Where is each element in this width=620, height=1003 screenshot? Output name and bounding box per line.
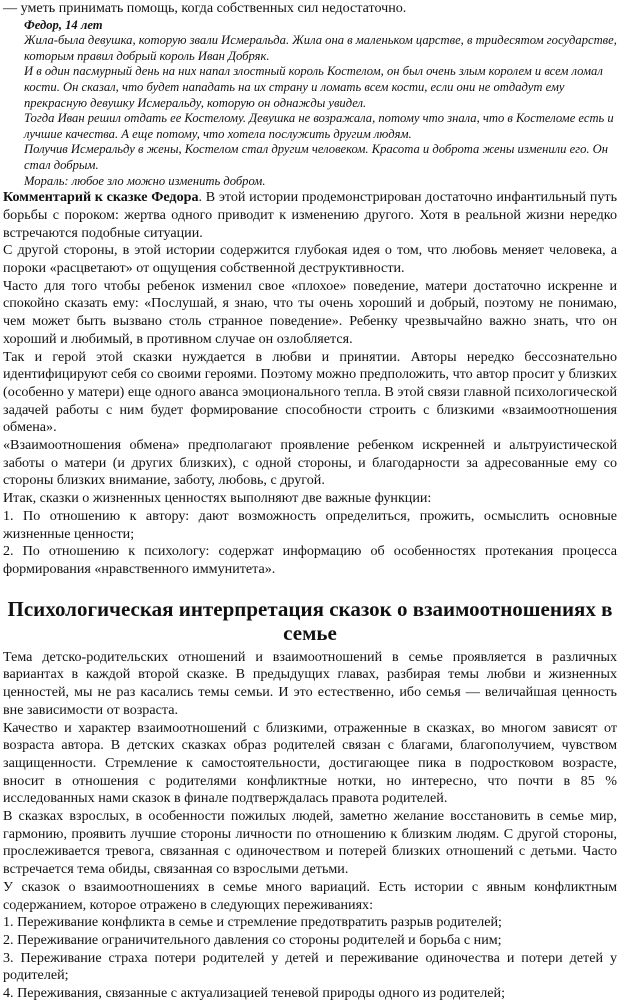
comment-lead: Комментарий к сказке Федора [3,189,199,206]
paragraph: Качество и характер взаимоотношений с близкими, отраженные в сказках, во многом зависят от возраста автора. В детских сказках образ родителей связан с благами, благополучием, чувством защищенности. Стремление к самостоятельности, достигающее пика в подростковом возрасте, вносит в отношения с родителями конфликтные нотки, но интересно, что почти в 85 % исследованных нами сказок в финале подтверждалась правота родителей. [3,719,617,807]
paragraph: Так и герой этой сказки нуждается в любви и принятии. Авторы нередко бессознательно идентифицируют себя со своими героями. Поэтому можно предположить, что автор просит у близких (особенно у матери) еще одного аванса эмоционального тепла. В этой связи главной психологической задачей работы с ним будет формирование способности строить с близкими «взаимоотношения обмена». [3,348,617,436]
paragraph: У сказок о взаимоотношениях в семье много вариаций. Есть истории с явным конфликтным содержанием, которое отражено в следующих переживаниях: [3,878,617,913]
comment-text: . В этой истории продемонстрирован достаточно инфантильный путь борьбы с пороком: жертва одного приводит к изменению другого. Хотя в реальной жизни нередко встречаются подобные ситуации. [3,189,617,241]
story-line: Жила-была девушка, которую звали Исмеральда. Жила она в маленьком царстве, в тридесятом государстве, которым правил добрый король Иван Добряк. [24,33,617,63]
story-line: И в один пасмурный день на них напал злостный король Костелом, он был очень злым королем и всем ломал кости. Он сказал, что будет нападать на их страну и ломать всем кости, если они не отдадут ему прекрасную девушку Исмеральду, которую он однажды увидел. [24,64,603,110]
intro-line: — уметь принимать помощь, когда собственных сил недостаточно. [3,0,407,16]
paragraph: В сказках взрослых, в особенности пожилых людей, заметно желание восстановить в семье мир, гармонию, проявить лучшие стороны личности по отношению к близким людям. С другой стороны, прослеживается тревога, связанная с одиночеством и потерей близких отношений с детьми. Часто встречается тема обиды, связанная со взрослыми детьми. [3,808,617,878]
paragraph: Часто для того чтобы ребенок изменил свое «плохое» поведение, матери достаточно искренне и спокойно сказать ему: «Послушай, я знаю, что ты очень хороший и добрый, поэтому не понимаю, чем может быть вызвано столь странное поведение». Ребенку чрезвычайно важно знать, что он хороший и любимый, в противном случае он озлобляется. [3,277,617,347]
list-item: 2. Переживание ограничительного давления со стороны родителей и борьба с ним; [3,931,502,948]
list-item: 4. Переживания, связанные с актуализацией теневой природы одного из родителей; [3,985,505,1002]
story-block [3,18,617,190]
paragraph: Итак, сказки о жизненных ценностях выполняют две важные функции: [3,490,432,507]
comment-paragraph [3,189,617,242]
list-item: 1. По отношению к автору: дают возможность определиться, прожить, осмыслить основные жизненные ценности; [3,507,617,542]
paragraph: С другой стороны, в этой истории содержится глубокая идея о том, что любовь меняет человека, а пороки «расцветают» от ощущения собственной деструктивности. [3,242,617,277]
paragraph: «Взаимоотношения обмена» предполагают проявление ребенком искренней и альтруистической заботы о матери (и других близких), с одной стороны, и благодарности за адресованные ему со стороны близких внимание, заботу, любовь, с другой. [3,437,617,489]
list-item: 1. Переживание конфликта в семье и стремление предотвратить разрыв родителей; [3,914,502,931]
story-moral: Мораль: любое зло можно изменить добром. [24,173,266,188]
story-line: Тогда Иван решил отдать ее Костелому. Девушка не возражала, потому что знала, что в Костеломе есть и лучшие качества. А еще потому, что хотела послужить другим людям. [24,111,614,141]
paragraph: Тема детско-родительских отношений и взаимоотношений в семье проявляется в различных вариантах в каждой второй сказке. В предыдущих главах, разбирая темы любви и жизненных ценностей, мы не раз касались темы семьи. И это естественно, ибо семья — величайшая ценность вне зависимости от возраста. [3,648,617,718]
story-author: Федор, 14 лет [24,17,103,32]
list-item: 3. Переживание страха потери родителей у детей и переживание одиночества и потери детей у родителей; [3,949,617,984]
story-line: Получив Исмеральду в жены, Костелом стал другим человеком. Красота и доброта жены изменили его. Он стал добрым. [24,142,609,173]
section-heading: Психологическая интерпретация сказок о взаимоотношениях в семье [7,596,613,645]
list-item: 2. По отношению к психологу: содержат информацию об особенностях протекания процесса формирования «нравственного иммунитета». [3,543,617,577]
